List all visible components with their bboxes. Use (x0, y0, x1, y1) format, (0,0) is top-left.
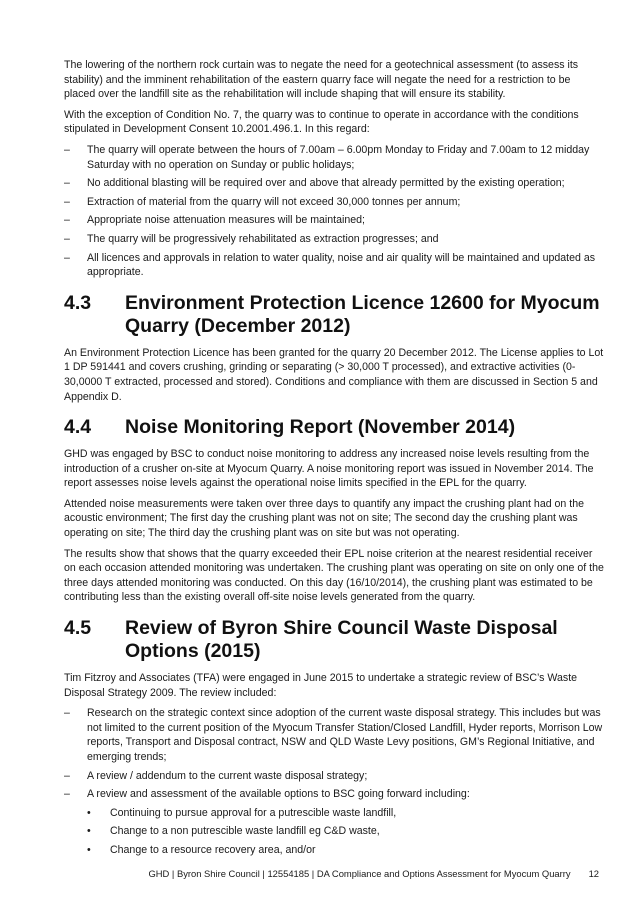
dash-marker: – (64, 707, 70, 720)
list-item: – No additional blasting will be required over and above that already permitted by the existing operation; (64, 177, 565, 190)
dash-marker: – (64, 195, 70, 208)
footer-text: GHD | Byron Shire Council | 12554185 | DA Compliance and Options Assessment for Myocum Quarry (148, 868, 571, 879)
list-item: – The quarry will operate between the hours of 7.00am – 6.00pm Monday to Friday and 7.00am to 12 midday Saturday with no operation on Sunday or public holidays; (64, 143, 590, 171)
conditions-list (64, 143, 604, 280)
s44-paragraph-1: GHD was engaged by BSC to conduct noise monitoring to address any increased noise levels resulting from the introduction of a crusher on-site at Myocum Quarry. A noise monitoring report was issued in November 2014. The report assesses noise levels against the operational noise limits specified in the EPL for the quarry. (64, 448, 594, 490)
page-footer (148, 868, 599, 879)
options-sublist (87, 806, 604, 858)
section-title: Noise Monitoring Report (November 2014) (125, 416, 516, 439)
section-heading-4-4 (64, 416, 604, 439)
dash-marker: – (64, 251, 70, 264)
list-item: – Research on the strategic context since adoption of the current waste disposal strategy. This includes but was not limited to the current position of the Myocum Transfer Station/Closed Landfill, Hyder reports, Morrison Low reports, Transport and Disposal contract, NSW and QLD Waste Levy positions, GM’s Regional Initiative, and emerging trends; (64, 707, 603, 763)
list-item: – Extraction of material from the quarry will not exceed 30,000 tonnes per annum; (64, 195, 461, 208)
section-number: 4.3 (64, 291, 92, 314)
s43-paragraph-1: An Environment Protection Licence has been granted for the quarry 20 December 2012. The License applies to Lot 1 DP 591441 and covers crushing, grinding or separating (> 30,000 T processed), and extractive activities (0-30,0000 T extracted, processed and stored). Conditions and compliance with them are discussed in Section 5 and Appendix D. (64, 346, 604, 403)
dash-marker: – (64, 214, 70, 227)
section-title: Review of Byron Shire Council Waste Disposal Options (2015) (125, 617, 558, 663)
section-heading-4-3 (64, 292, 604, 338)
list-item: – Appropriate noise attenuation measures will be maintained; (64, 214, 365, 227)
s44-paragraph-2: Attended noise measurements were taken over three days to quantify any impact the crushing plant had on the acoustic environment; The first day the crushing plant was not on site; The second day the crushing plant was operating on site; The third day the crushing plant was on site but was not operating. (64, 497, 584, 540)
list-item: – All licences and approvals in relation to water quality, noise and air quality will be maintained and updated as appropriate. (64, 251, 596, 279)
section-number: 4.4 (64, 416, 92, 439)
sublist-item: • Change to a non putrescible waste landfill eg C&D waste, (87, 825, 380, 838)
sublist-item: • Continuing to pursue approval for a putrescible waste landfill, (87, 806, 397, 819)
dash-marker: – (64, 788, 70, 801)
dash-marker: – (64, 143, 70, 156)
dash-marker: – (64, 769, 70, 782)
page-number: 12 (588, 868, 599, 879)
section-number: 4.5 (64, 617, 92, 640)
intro-paragraph-1: The lowering of the northern rock curtain was to negate the need for a geotechnical assessment (to assess its stability) and the imminent rehabilitation of the eastern quarry face will negate the need for a restriction to be placed over the landfill site as the rehabilitation will include shaping that will ensure its stability. (64, 59, 579, 101)
list-item: – The quarry will be progressively rehabilitated as extraction progresses; and (64, 232, 439, 245)
dash-marker: – (64, 232, 70, 245)
dash-marker: – (64, 177, 70, 190)
bullet-marker: • (87, 806, 91, 819)
bullet-marker: • (87, 825, 91, 838)
section-heading-4-5 (64, 617, 604, 663)
sublist-item: • Change to a resource recovery area, and/or (87, 843, 316, 856)
list-item: – A review / addendum to the current waste disposal strategy; (64, 769, 368, 782)
s44-paragraph-3: The results show that shows that the quarry exceeded their EPL noise criterion at the nearest residential receiver on each occasion attended monitoring was undertaken. The crushing plant was operating on site on only one of the three days attended monitoring was conducted. On this day (16/10/2014), the crushing plant was estimated to be contributing less than the existing overall off-site noise levels generated from the quarry. (64, 547, 604, 604)
section-title: Environment Protection Licence 12600 for Myocum Quarry (December 2012) (125, 291, 600, 337)
s45-paragraph-1: Tim Fitzroy and Associates (TFA) were engaged in June 2015 to undertake a strategic review of BSC’s Waste Disposal Strategy 2009. The review included: (64, 672, 578, 699)
review-list (64, 706, 604, 857)
bullet-marker: • (87, 843, 91, 856)
intro-paragraph-2: With the exception of Condition No. 7, the quarry was to continue to operate in accordance with the conditions stipulated in Development Consent 10.2001.496.1. In this regard: (64, 108, 579, 136)
document-body (64, 58, 604, 864)
list-item: – A review and assessment of the available options to BSC going forward including: • Continuing to pursue approval for a putrescible waste landfill, • Change to a non putrescible waste landfill eg C&D waste, • Change to a resource recovery area, and/or (64, 787, 604, 857)
